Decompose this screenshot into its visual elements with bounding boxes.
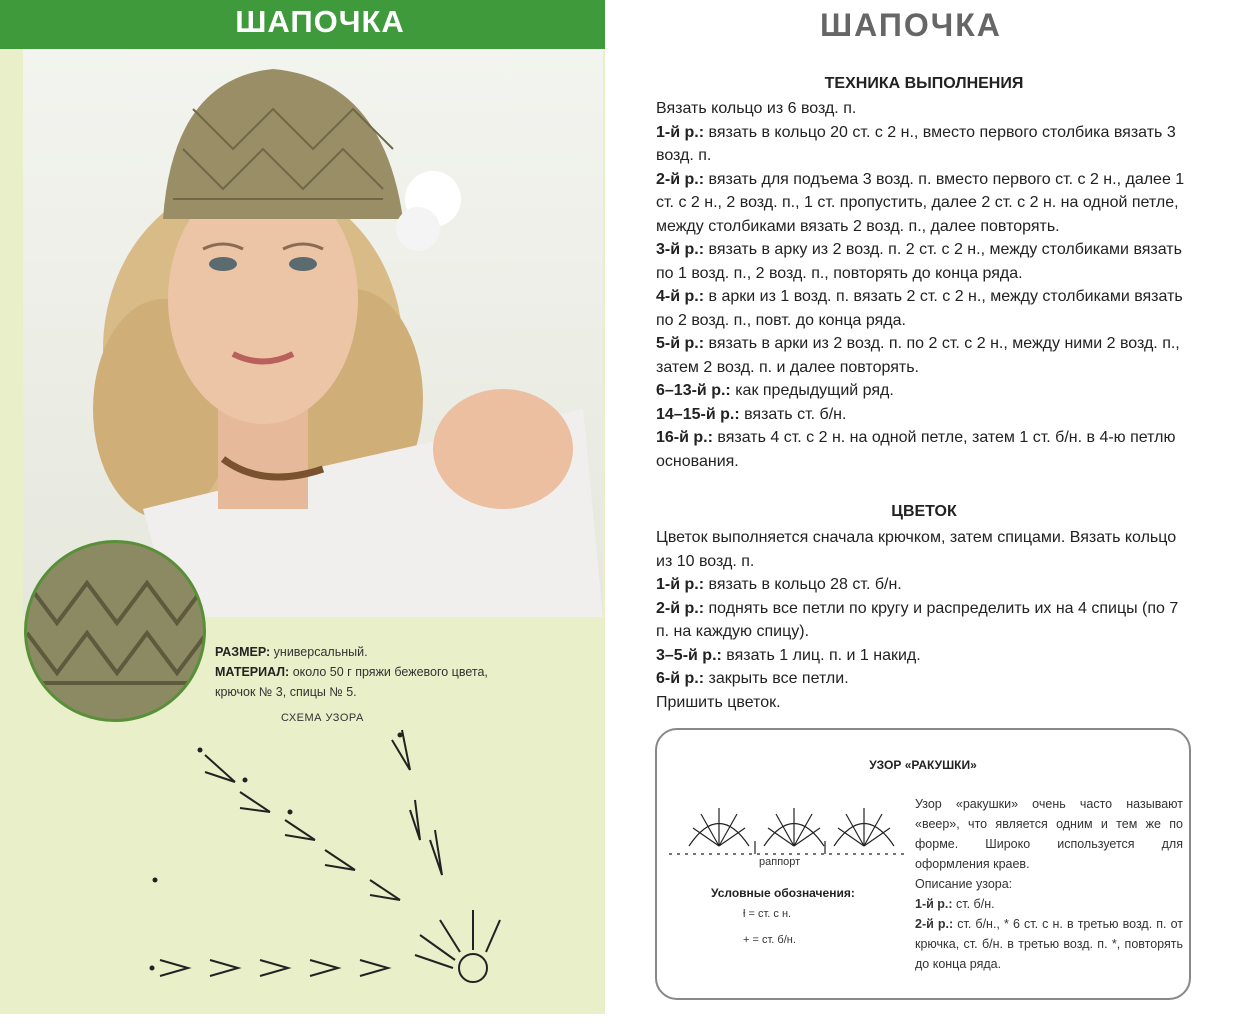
shell-pattern-title: УЗОР «РАКУШКИ» — [869, 758, 977, 772]
technique-line: 4-й р.: в арки из 1 возд. п. вязать 2 ст. с 2 н., между столбиками вязать по 2 возд. п., повт. до конца ряда. — [656, 288, 1183, 329]
flower-line: 2-й р.: поднять все петли по кругу и распределить их на 4 спицы (по 7 п. на каждую спицу). — [656, 599, 1179, 640]
right-page-title: ШАПОЧКА — [820, 7, 1002, 43]
size-line — [215, 642, 595, 662]
shell-row-1: 1-й р.: ст. б/н. — [915, 897, 995, 911]
technique-line: Вязать кольцо из 6 возд. п. — [656, 100, 857, 117]
double-crochet-symbol-icon: ƚ — [743, 908, 749, 920]
flower-heading: ЦВЕТОК — [891, 503, 957, 520]
model-photo — [23, 49, 603, 617]
left-page — [0, 0, 605, 1014]
woman-in-crochet-hat-illustration — [23, 49, 603, 617]
technique-line: 1-й р.: вязать в кольцо 20 ст. с 2 н., вместо первого столбика вязать 3 возд. п. — [656, 123, 1176, 164]
shell-pattern-desc-label: Описание узора: — [915, 877, 1013, 891]
legend-title: Условные обозначения: — [711, 886, 855, 900]
single-crochet-symbol-icon: + — [743, 934, 753, 946]
material-line — [215, 662, 595, 682]
flower-line: 1-й р.: вязать в кольцо 28 ст. б/н. — [656, 576, 902, 593]
scheme-label: СХЕМА УЗОРА — [281, 712, 364, 724]
legend-double-crochet: ƚ = ст. с н. — [743, 908, 792, 920]
technique-line: 6–13-й р.: как предыдущий ряд. — [656, 382, 894, 399]
flower-line: 3–5-й р.: вязать 1 лиц. п. и 1 накид. — [656, 646, 921, 664]
material-label: МАТЕРИАЛ: — [215, 665, 290, 679]
flower-line: Пришить цветок. — [656, 693, 781, 711]
technique-line: 3-й р.: вязать в арку из 2 возд. п. 2 ст. с 2 н., между столбиками вязать по 1 возд. п., 2 возд. п., повторять до конца ряда. — [656, 241, 1182, 282]
shell-fan-diagram — [669, 796, 909, 856]
crochet-scheme-diagram — [130, 720, 510, 1000]
left-header-bar — [0, 0, 605, 49]
technique-line: 16-й р.: вязать 4 ст. с 2 н. на одной петле, затем 1 ст. б/н. в 4-ю петлю основания. — [656, 429, 1176, 470]
left-page-title: ШАПОЧКА — [235, 4, 405, 39]
shell-pattern-desc-text: Узор «ракушки» очень часто называют «веер», что является одним и тем же по форме. Широко используется для оформления краев. — [915, 797, 1183, 871]
technique-text — [656, 97, 1192, 473]
flower-line: Цветок выполняется сначала крючком, затем спицами. Вязать кольцо из 10 возд. п. — [656, 529, 1177, 570]
size-label: РАЗМЕР: — [215, 645, 271, 659]
shell-pattern-box — [655, 728, 1191, 1000]
rapport-label: раппорт — [759, 856, 801, 868]
technique-heading: ТЕХНИКА ВЫПОЛНЕНИЯ — [824, 75, 1024, 92]
size-value: универсальный. — [270, 645, 368, 659]
technique-line: 14–15-й р.: вязать ст. б/н. — [656, 405, 847, 423]
flower-line: 6-й р.: закрыть все петли. — [656, 670, 849, 687]
material-line-2: крючок № 3, спицы № 5. — [215, 685, 357, 699]
shell-row-2: 2-й р.: ст. б/н., * 6 ст. с н. в третью возд. п. от крючка, ст. б/н. в третью возд. п. *, повторять до конца ряда. — [915, 917, 1183, 971]
specs-block — [215, 642, 595, 702]
flower-text — [656, 526, 1192, 714]
legend-single-crochet: + = ст. б/н. — [743, 934, 796, 946]
technique-line: 2-й р.: вязать для подъема 3 возд. п. вместо первого ст. с 2 н., далее 1 ст. с 2 н., 2 возд. п., 1 ст. пропустить, далее 2 ст. с 2 н. на одной петле, между столбиками вязать 2 возд. п., далее повторять. — [656, 170, 1185, 235]
shell-pattern-description — [915, 794, 1183, 974]
technique-line: 5-й р.: вязать в арки из 2 возд. п. по 2 ст. с 2 н., между ними 2 возд. п., затем 2 возд. п. и далее повторять. — [656, 335, 1180, 376]
stitch-closeup-circle — [24, 540, 206, 722]
material-value: около 50 г пряжи бежевого цвета, — [289, 665, 488, 679]
